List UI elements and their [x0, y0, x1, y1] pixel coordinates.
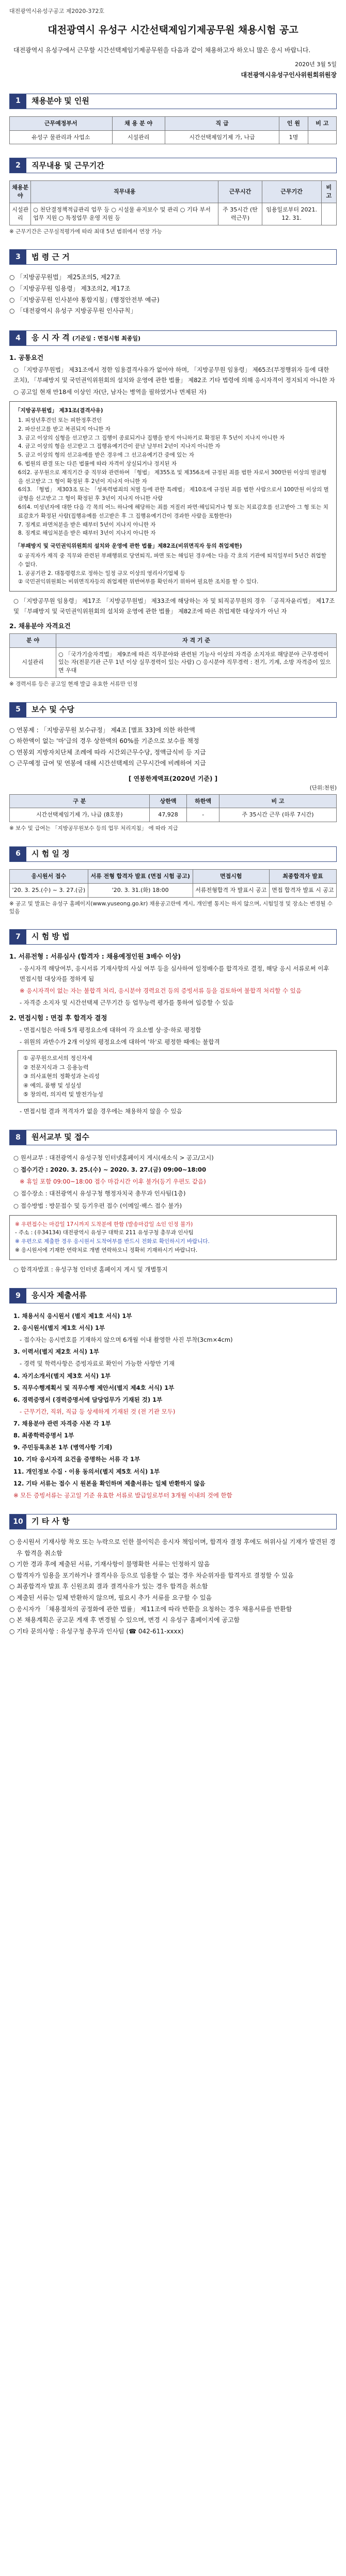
table-cell: 서류전형합격 자 발표시 공고 [193, 883, 269, 897]
paragraph: - 면접시험 결과 적격자가 없을 경우에는 채용하지 않을 수 있음 [20, 1107, 182, 1115]
signer: 대전광역시유성구인사위원회위원장 [241, 71, 337, 79]
box-line: 4. 금고 이상의 형을 선고받고 그 집행유예기간이 끝난 날부터 2년이 지나지 아니한 자 [18, 443, 221, 450]
document-title: 대전광역시 유성구 시간선택제임기제공무원 채용시험 공고 [48, 24, 298, 36]
table-cell: 시간선택제임기제 가, 나급 [165, 130, 279, 144]
notice-date: 2020년 3월 5일 [295, 61, 337, 68]
schedule-table [9, 869, 337, 898]
paragraph: ○ 원서교부 : 대전광역시 유성구청 인터넷홈페이지 게시(새소식 > 공고/고시) [13, 1154, 214, 1162]
section-number: 5 [10, 703, 26, 717]
section-4-header [9, 330, 337, 346]
paragraph: ○ 접수기간 : 2020. 3. 25.(수) ~ 2020. 3. 27.(금) 09:00~18:00 [13, 1166, 207, 1174]
table-cell: 주 35시간 근무 (하루 7시간) [219, 808, 337, 822]
section-number: 8 [10, 1130, 26, 1145]
notice-number: 대전광역시유성구공고 제2020-372호 [9, 8, 104, 14]
section-6-header [9, 846, 337, 862]
list-item: ○ 「지방공무원 임용령」 제3조의2, 제17조 [9, 283, 337, 295]
table-header: 응시원서 접수 [10, 869, 88, 883]
table-header: 근무시간 [218, 181, 262, 203]
list-item: 6. 경력증명서 (경력증명서에 담당업무가 기재된 것) 1부 [13, 1396, 163, 1403]
section-title: 보수 및 수당 [32, 704, 74, 714]
pay-table-unit: (단위:천원) [309, 785, 337, 792]
table-header: 비 고 [321, 181, 336, 203]
pay-list [9, 725, 337, 769]
section-7-header [9, 929, 337, 945]
section-5-header [9, 702, 337, 718]
section-title: 직무내용 및 근무기간 [32, 160, 104, 170]
table-header: 상한액 [149, 794, 187, 808]
paragraph: ○ 접수장소 : 대전광역시 유성구청 행정자치국 총무과 인사팀(1층) [13, 1190, 186, 1198]
paragraph: ※ 응시자격이 없는 자는 불합격 처리, 응시분야 경력요건 등의 증빙서류 등을 검토하여 불합격 처리할 수 있음 [20, 987, 302, 995]
paragraph: - 자격증 소지자 및 시간선택제 근무기간 등 업무능력 평가를 통하여 입증할 수 있음 [20, 999, 234, 1007]
list-item: 12. 기타 서류는 접수 시 원본을 확인하며 제출서류는 일체 반환하지 않음 [13, 1479, 206, 1487]
section-2-header [9, 158, 337, 173]
list-item: 2. 응시원서(별지 제1호 서식) 1부 [13, 1324, 105, 1332]
box-line: ※ 응시원서에 기재한 연락처로 개별 연락하오니 정확히 기재하시기 바랍니다. [15, 1247, 198, 1254]
table-cell: ○ 천단결정책적급관리 업무 등 ○ 시설물 유지보수 및 관리 ○ 기타 부서 업무 지원 ○ 특정업무 운영 지원 등 [31, 203, 218, 225]
paragraph: ○ 「지방공무원 임용령」 제17조 「지방공무원법」 제33조에 해당하는 자 및 퇴직공무원의 경우 「공직자윤리법」 제17조 및 「부패방지 및 국민권익위원회의 설치와 운영에 관한 법률」 제82조에 따른 취업제한 대상자가 아닌 자 [13, 597, 335, 615]
table-cell: 시설관리 [112, 130, 165, 144]
list-item: ○ 기한 경과 후에 제출된 서류, 기재사항이 불명확한 서류는 인정하지 않음 [9, 1559, 337, 1570]
table-header: 인 원 [279, 116, 308, 130]
list-item: ④ 예의, 품행 및 성실성 [23, 1082, 82, 1089]
table-header: 근무예정부서 [10, 116, 113, 130]
recruitment-table [9, 116, 337, 145]
table-cell: - [187, 808, 219, 822]
list-item: 3. 이력서(별지 제2호 서식) 1부 [13, 1348, 99, 1356]
paragraph: ※ 휴일 포함 09:00~18:00 접수 마감시간 이후 불가(등기 우편도 같음) [20, 1178, 206, 1186]
section-number: 2 [10, 158, 26, 173]
method-doc-title: 1. 서류전형 : 서류심사 (합격자 : 채용예정인원 3배수 이상) [9, 952, 181, 960]
table-cell: 시설관리 [10, 203, 31, 225]
section-number: 3 [10, 250, 26, 264]
list-item: ○ 제출된 서류는 일체 반환하지 않으며, 필요시 추가 서류를 요구할 수 있음 [9, 1593, 337, 1604]
box-line: 1. 공공기관 2. 대통령령으로 정하는 일정 규모 이상의 영리사기업체 등 [18, 570, 185, 577]
section-title: 응시자 제출서류 [32, 1291, 87, 1300]
table-cell: 시설관리 [10, 647, 56, 678]
box-line: 6의2. 공무원으로 재직기간 중 직무와 관련하여 「형법」 제355조 및 제356조에 규정된 죄를 범한 자로서 300만원 이상의 벌금형을 선고받고 그 형이 확정된 후 2년이 지나지 아니한 자 [18, 469, 327, 484]
documents-note: ※ 모든 증빙서류는 공고일 기준 유효한 서류로 발급일로부터 3개월 이내의 것에 한함 [13, 1491, 232, 1499]
list-item: ○ 하한액이 없는 '마'급의 경우 상한액의 60%를 기준으로 보수를 책정 [9, 736, 337, 747]
list-item: ① 공무원으로서의 정신자세 [23, 1054, 92, 1062]
mail-notice-box [9, 1215, 337, 1260]
list-item: 9. 주민등록초본 1부 (병역사항 기재) [13, 1444, 113, 1451]
list-item: ○ 연봉제 : 「지방공무원 보수규정」 제4조 [별표 33]에 의한 하한액 [9, 725, 337, 736]
table-header: 직 급 [165, 116, 279, 130]
section-10-header [9, 1514, 337, 1529]
box-line: 7. 징계로 파면처분을 받은 때부터 5년이 지나지 아니한 자 [18, 521, 156, 528]
table-header: 직무내용 [31, 181, 218, 203]
box-line: 6. 법원의 판결 또는 다른 법률에 따라 자격이 상실되거나 정지된 자 [18, 461, 177, 467]
section-number: 10 [10, 1514, 26, 1529]
table-cell: 주 35시간 (탄력근무) [218, 203, 262, 225]
box-line: 8. 징계로 해임처분을 받은 때부터 3년이 지나지 아니한 자 [18, 530, 156, 537]
table-note: ※ 공고 및 발표는 유성구 홈페이지(www.yuseong.go.kr) 채용공고란에 게시, 개인별 통지는 하지 않으며, 시험일정 및 장소는 변경될 수 있음 [9, 900, 333, 915]
box-line: 3. 금고 이상의 실형을 선고받고 그 집행이 종료되거나 집행을 받지 아니하기로 확정된 후 5년이 지나지 아니한 자 [18, 434, 285, 441]
section-title: 원서교부 및 접수 [32, 1132, 89, 1142]
box-title: 「지방공무원법」 제31조(결격사유) [15, 407, 103, 414]
paragraph: - 위원의 과반수가 2개 이상의 평정요소에 대하여 '하'로 평정한 때에는 불합격 [20, 1038, 220, 1045]
list-item: - 경력 및 학력사항은 증빙자료로 확인이 가능한 사항만 기재 [20, 1360, 175, 1368]
list-item: 7. 채용분야 관련 자격증 사본 각 1부 [13, 1420, 111, 1428]
paragraph: ○ 공고일 현재 만18세 이상인 자(단, 남자는 병역을 필하였거나 면제된 자) [13, 388, 207, 396]
specific-requirements-title: 2. 채용분야 자격요건 [9, 622, 71, 630]
section-3-header [9, 249, 337, 265]
table-cell: 1명 [279, 130, 308, 144]
section-number: 4 [10, 331, 26, 345]
table-row [10, 647, 337, 678]
pay-table [9, 794, 337, 823]
list-item: 5. 직무수행계획서 및 직무수행 제안서(별지 제4호 서식) 1부 [13, 1384, 175, 1391]
section-1-header [9, 94, 337, 109]
section-number: 9 [10, 1289, 26, 1303]
table-header: 구 분 [10, 794, 150, 808]
pay-table-title: [ 연봉한계액표(2020년 기준) ] [128, 775, 218, 782]
box-line: - 주소 : (우34134) 대전광역시 유성구 대학로 211 유성구청 총무과 인사팀 [15, 1230, 194, 1236]
section-title: 시 험 일 정 [32, 848, 70, 858]
list-item: - 근무기간, 직위, 직급 등 상세하게 기재된 것 (전 기관 모두) [20, 1407, 176, 1415]
table-note: ※ 경력서류 등은 공고일 현재 발급 유효한 서류만 인정 [9, 681, 138, 688]
list-item: 4. 자기소개서(별지 제3호 서식) 1부 [13, 1372, 111, 1380]
box-line: ※ 우편접수는 마감일 17시까지 도착분에 한함 (발송마감일 소인 인정 불가) [15, 1221, 193, 1228]
section-title: 법 령 근 거 [32, 252, 70, 262]
table-cell: 시간선택제임기제 가, 나급 (8호봉) [10, 808, 150, 822]
method-interview-title: 2. 면접시험 : 면접 후 합격자 결정 [9, 1013, 107, 1022]
paragraph: - 면접시험은 아래 5개 평정요소에 대하여 각 요소별 상·중·하로 평정함 [20, 1026, 201, 1034]
table-header: 하한액 [187, 794, 219, 808]
evaluation-box [18, 1050, 337, 1103]
list-item: ○ 연봉외 지방자치단체 조례에 따라 시간외근무수당, 정액급식비 등 지급 [9, 747, 337, 759]
box-line: ① 공직자가 재직 중 직무와 관련된 부패행위로 당연퇴직, 파면 또는 해임된 경우에는 다음 각 호의 기관에 퇴직일부터 5년간 취업할 수 없다. [18, 553, 326, 568]
section-title: 시 험 방 법 [32, 932, 70, 942]
table-cell: '20. 3. 31.(화) 18:00 [88, 883, 193, 897]
section-title [26, 332, 140, 344]
table-cell [308, 130, 336, 144]
box-line: 1. 피성년후견인 또는 피한정후견인 [18, 417, 102, 424]
list-item: ○ 「지방공무원 인사분야 통합지침」(행정안전부 예규) [9, 295, 337, 306]
common-requirements-title: 1. 공통요건 [9, 353, 44, 361]
list-item: ○ 「지방공무원법」 제25조의5, 제27조 [9, 272, 337, 283]
section-title: 기 타 사 항 [32, 1517, 70, 1526]
section-title: 채용분야 및 인원 [32, 96, 89, 105]
section-number: 1 [10, 94, 26, 109]
table-header: 채 용 분 야 [112, 116, 165, 130]
disqualification-box [9, 401, 337, 592]
list-item: ○ 근무예정 급여 및 연봉에 대해 시간선택제의 근무시간에 비례하여 지급 [9, 758, 337, 769]
section-subtitle: (기준일 : 면접시험 최종일) [72, 335, 141, 342]
list-item: ○ 본 채용계획은 공고문 게재 후 변경될 수 있으며, 변경 시 유성구 홈페이지에 공고함 [9, 1615, 337, 1626]
table-header: 최종합격자 발표 [269, 869, 336, 883]
table-cell: 임용일로부터 2021. 12. 31. [262, 203, 321, 225]
duty-table [9, 180, 337, 225]
table-note: ※ 보수 및 급여는 「지방공무원보수 등의 업무 처리지침」 에 따라 지급 [9, 825, 178, 832]
paragraph: ○ 접수방법 : 방문접수 및 등기우편 접수 (이메일·팩스 접수 불가) [13, 1202, 182, 1209]
box-line: 6의3. 「형법」 제303조 또는 「성폭력범죄의 처벌 등에 관한 특례법」 제10조에 규정된 죄를 범한 사람으로서 100만원 이상의 벌금형을 선고받고 그 형이 확정된 후 3년이 지나지 아니한 사람 [18, 487, 329, 502]
table-header: 면접시험 [193, 869, 269, 883]
section-title-text: 응 시 자 격 [32, 332, 70, 342]
list-item: ○ 기타 문의사항 : 유성구청 총무과 인사팀 (☎ 042-611-xxxx) [9, 1626, 337, 1638]
list-item: 8. 최종학력증명서 1부 [13, 1432, 74, 1439]
section-9-header [9, 1288, 337, 1304]
table-header: 근무기간 [262, 181, 321, 203]
intro-text: 대전광역시 유성구에서 근무할 시간선택제임기제공무원을 다음과 같이 채용하고자 하오니 많은 응시 바랍니다. [13, 47, 311, 54]
list-item: 10. 기타 응시자격 요건을 증명하는 서류 각 1부 [13, 1456, 140, 1463]
table-row [10, 808, 337, 822]
section-number: 7 [10, 930, 26, 944]
section-8-header [9, 1130, 337, 1145]
list-item: 1. 채용서식 응시원서 (별지 제1호 서식) 1부 [13, 1312, 132, 1320]
list-item: - 접수자는 응시번호를 기재하지 않으며 6개월 이내 촬영한 사진 부착(3cm×4cm) [20, 1336, 233, 1344]
table-cell: 유성구 물관리과 사업소 [10, 130, 113, 144]
table-header: 서류 전형 합격자 발표 (면접 시험 공고) [88, 869, 193, 883]
list-item: ○ 「대전광역시 유성구 지방공무원 인사규칙」 [9, 306, 337, 317]
table-cell: 47,928 [149, 808, 187, 822]
list-item: ② 전문지식과 그 응용능력 [23, 1064, 89, 1071]
list-item: ○ 응시자가 「채용절차의 공정화에 관한 법률」 제11조에 따라 반환을 요청하는 경우 채용서류를 반환함 [9, 1604, 337, 1615]
table-row [10, 130, 337, 144]
box-line: ② 국민권익위원회는 비위면직자등의 취업제한 위반여부를 확인하기 위하여 필요한 조치를 할 수 있다. [18, 579, 259, 585]
list-item: ○ 합격자가 임용을 포기하거나 결격사유 등으로 임용할 수 없는 경우 차순위자를 합격자로 결정할 수 있음 [9, 1570, 337, 1582]
table-cell: '20. 3. 25.(수) ~ 3. 27.(금) [10, 883, 88, 897]
list-item: ○ 응시원서 기재사항 착오 또는 누락으로 인한 불이익은 응시자 책임이며, 합격자 결정 후에도 허위사실 기재가 발견된 경우 합격을 취소함 [9, 1537, 337, 1559]
table-note: ※ 근무기간은 근무실적평가에 따라 최대 5년 범위에서 연장 가능 [9, 229, 162, 235]
box-line: 2. 파산선고를 받고 복권되지 아니한 자 [18, 426, 111, 432]
table-header: 분 야 [10, 633, 56, 647]
table-row [10, 883, 337, 897]
list-item: ○ 최종합격자 발표 후 신원조회 결과 결격사유가 있는 경우 합격을 취소함 [9, 1581, 337, 1593]
etc-list [9, 1537, 337, 1637]
table-header: 비 고 [308, 116, 336, 130]
paragraph: ○ 합격자발표 : 유성구청 인터넷 홈페이지 게시 및 개별통지 [13, 1265, 168, 1273]
paragraph: ○ 「지방공무원법」 제31조에서 정한 임용결격사유가 없어야 하며, 「지방공무원 임용령」 제65조(부정행위자 등에 대한 조치), 「부패방지 및 국민권익위원회의 설치와 운영에 관한 법률」 제82조 기타 법령에 의해 응시자격이 정지되지 아니한 자 [13, 366, 335, 384]
law-list [9, 272, 337, 316]
list-item: 11. 개인정보 수집 · 이용 동의서(별지 제5호 서식) 1부 [13, 1467, 160, 1475]
table-cell: 면접 합격자 발표 시 공고 [269, 883, 336, 897]
table-header: 비 고 [219, 794, 337, 808]
table-header: 자 격 기 준 [56, 633, 337, 647]
list-item: ⑤ 창의력, 의지력 및 발전가능성 [23, 1091, 103, 1098]
table-cell: ○ 「국가기술자격법」 제9조에 따른 직무분야와 관련된 기능사 이상의 자격증 소지자로 해당분야 근무경력이 있는 자(전문기관 근무 1년 이상 실무경력이 있는 사람) ○ 응시분야 직무경력 : 전기, 기계, 소방 자격증이 있으면 우대 [56, 647, 337, 678]
box-line: 6의4. 미성년자에 대한 다음 각 목의 어느 하나에 해당하는 죄를 저질러 파면·해임되거나 형 또는 치료감호를 선고받아 그 형 또는 치료감호가 확정된 사람(집행유예를 선고받은 후 그 집행유예기간이 경과한 사람을 포함한다) [18, 504, 328, 519]
box-title: 「부패방지 및 국민권익위원회의 설치와 운영에 관한 법률」제82조(비위면직자 등의 취업제한) [15, 543, 242, 550]
table-cell [321, 203, 336, 225]
table-header: 채용분야 [10, 181, 31, 203]
documents-list [9, 1311, 337, 1489]
box-line: 5. 금고 이상의 형의 선고유예를 받은 경우에 그 선고유예기간 중에 있는 자 [18, 452, 194, 459]
table-row [10, 203, 337, 225]
list-item: ③ 의사표현의 정확성과 논리성 [23, 1073, 100, 1080]
qualification-table [9, 633, 337, 678]
section-number: 6 [10, 847, 26, 861]
paragraph: - 응시자격 해당여부, 응시서류 기재사항의 사실 여부 등을 심사하여 일정배수를 합격자로 결정, 해당 응시 서류로써 이후 면접시험 대상자를 정하게 됨 [20, 965, 329, 983]
box-line: ※ 우편으로 제출한 경우 응시원서 도착여부를 반드시 전화로 확인하시기 바랍니다. [15, 1238, 210, 1245]
